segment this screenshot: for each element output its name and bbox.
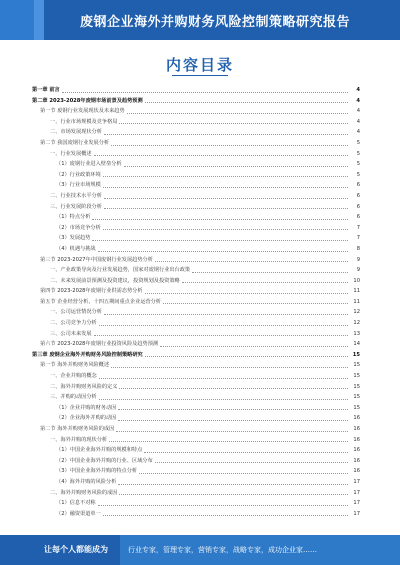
toc-entry[interactable]: [32, 96, 360, 107]
toc-entry-title: （2）融资渠道单一: [56, 510, 101, 517]
toc-dot-leader: [139, 472, 348, 474]
toc-page-number: 16: [353, 426, 360, 432]
toc-entry-title: 一、企业并购的概念: [50, 373, 97, 380]
toc-dot-leader: [116, 430, 348, 432]
toc-dot-leader: [103, 228, 348, 230]
toc-page-number: 15: [353, 383, 360, 390]
toc-entry-title: 第一章 前言: [32, 87, 60, 93]
toc-entry-title: （2）行业政策环境: [56, 171, 101, 178]
toc-entry[interactable]: [32, 170, 360, 181]
toc-entry[interactable]: [32, 85, 360, 96]
toc-entry[interactable]: [32, 382, 360, 393]
toc-entry[interactable]: [32, 445, 360, 456]
toc-entry[interactable]: [32, 255, 360, 266]
toc-entry-title: （2）中国企业海外并购的行业、区域分布: [56, 457, 153, 464]
toc-entry-title: 一、行业发展概述: [50, 150, 92, 157]
toc-entry-title: 第六节 2023-2028年废钢行业投资风险及趋势预测: [40, 341, 159, 348]
toc-entry-title: 一、行业市场规模及竞争格局: [50, 118, 118, 125]
toc-page-number: 12: [353, 309, 360, 316]
toc-entry-title: 二、市场发展现状分析: [50, 129, 102, 136]
footer-slogan-left: 让每个人都能成为: [44, 545, 108, 554]
toc-dot-leader: [99, 398, 348, 400]
toc-entry[interactable]: [32, 159, 360, 170]
toc-entry-title: 一、产业政策导向及行业发展趋势，国家对废钢行业出台政策: [50, 267, 191, 274]
toc-entry[interactable]: [32, 276, 360, 287]
toc-page-number: 4: [356, 97, 360, 104]
report-footer: [0, 535, 400, 565]
toc-entry[interactable]: [32, 202, 360, 213]
footer-slogan-right: 行业专家，管理专家，营销专家，战略专家，成功企业家……: [128, 546, 317, 554]
toc-entry[interactable]: [32, 435, 360, 446]
toc-page-number: 15: [353, 394, 360, 401]
toc-page-number: 16: [353, 468, 360, 475]
toc-entry[interactable]: [32, 318, 360, 329]
report-title: 废钢企业海外并购财务风险控制策略研究报告: [79, 15, 350, 30]
toc-entry-title: （2）企业海外并购的动因: [56, 415, 117, 422]
toc-entry[interactable]: [32, 265, 360, 276]
toc-dot-leader: [62, 91, 348, 93]
toc-entry-title: 三、公司未来发展: [50, 330, 92, 337]
toc-heading-underline: [172, 75, 228, 76]
toc-dot-leader: [182, 281, 348, 283]
toc-dot-leader: [155, 260, 348, 262]
toc-entry[interactable]: [32, 244, 360, 255]
toc-page-number: 13: [353, 330, 360, 337]
toc-entry[interactable]: [32, 233, 360, 244]
toc-entry-title: 第三章 废钢企业海外并购财务风险控制策略研究: [32, 351, 143, 358]
toc-dot-leader: [119, 387, 348, 389]
header-accent-stripe-light: [34, 0, 44, 40]
toc-entry-title: （1）废钢行业进入壁垒分析: [56, 161, 122, 168]
toc-dot-leader: [118, 408, 348, 410]
toc-page-number: 5: [356, 139, 360, 146]
toc-dot-leader: [163, 302, 348, 304]
toc-entry-title: （3）行业市场规模: [56, 182, 101, 189]
toc-dot-leader: [103, 186, 348, 188]
toc-page-number: 9: [356, 256, 360, 263]
toc-entry[interactable]: [32, 456, 360, 467]
toc-page-number: 4: [356, 87, 360, 93]
toc-dot-leader: [124, 165, 348, 167]
toc-dot-leader: [145, 292, 348, 294]
toc-entry-title: 第四节 2023-2028年废钢行业供需态势分析: [40, 288, 143, 295]
toc-page-number: 8: [356, 245, 360, 252]
toc-page-number: 10: [353, 277, 360, 284]
toc-entry-title: 二、行业技术水平分析: [50, 192, 102, 199]
toc-entry[interactable]: [32, 360, 360, 371]
toc-entry[interactable]: [32, 466, 360, 477]
toc-entry[interactable]: [32, 509, 360, 520]
toc-page-number: 17: [353, 478, 360, 485]
toc-page-number: 11: [353, 298, 360, 305]
toc-entry[interactable]: [32, 403, 360, 414]
toc-page-number: 5: [356, 150, 360, 157]
toc-entry-title: （2）市场竞争分析: [56, 224, 101, 231]
toc-page-number: 9: [356, 267, 360, 274]
toc-entry[interactable]: [32, 307, 360, 318]
toc-entry[interactable]: [32, 339, 360, 350]
toc-entry[interactable]: [32, 191, 360, 202]
toc-entry[interactable]: [32, 297, 360, 308]
toc-page-number: 6: [356, 203, 360, 210]
toc-dot-leader: [160, 345, 348, 347]
toc-page-number: 11: [353, 288, 360, 295]
toc-entry-title: 第二章 2023-2028年废钢市场前景及趋势预测: [32, 97, 143, 104]
toc-page-number: 16: [353, 457, 360, 464]
toc-page-number: 14: [353, 341, 360, 348]
toc-page-number: 6: [356, 182, 360, 189]
report-header: [0, 0, 400, 40]
toc-entry[interactable]: [32, 127, 360, 138]
toc-page-number: 15: [353, 373, 360, 380]
toc-entry[interactable]: [32, 138, 360, 149]
toc-dot-leader: [92, 218, 348, 220]
toc-entry[interactable]: [32, 117, 360, 128]
toc-heading: 内容目录: [165, 56, 234, 74]
header-accent-stripe: [0, 0, 34, 40]
toc-entry[interactable]: [32, 498, 360, 509]
toc-entry-title: 第三节 2023-2027年中国废钢行业发展趋势分析: [40, 256, 153, 263]
toc-dot-leader: [111, 366, 348, 368]
toc-dot-leader: [145, 101, 348, 103]
toc-entry[interactable]: [32, 350, 360, 361]
toc-dot-leader: [98, 504, 348, 506]
toc-page-number: 7: [356, 224, 360, 231]
toc-page-number: 16: [353, 447, 360, 454]
toc-entry-title: 二、海外并购财务风险的成因: [50, 489, 118, 496]
toc-dot-leader: [144, 451, 348, 453]
toc-entry-title: 三、行业发展阶段分析: [50, 203, 102, 210]
toc-page-number: 4: [356, 129, 360, 136]
toc-dot-leader: [104, 207, 348, 209]
toc-entry[interactable]: [32, 392, 360, 403]
toc-page-number: 17: [353, 500, 360, 507]
toc-entry[interactable]: [32, 329, 360, 340]
toc-dot-leader: [109, 440, 348, 442]
toc-entry-title: 一、海外并购的现状分析: [50, 436, 108, 443]
toc-dot-leader: [104, 313, 348, 315]
toc-page-number: 4: [356, 118, 360, 125]
toc-page-number: 6: [356, 192, 360, 199]
toc-dot-leader: [92, 239, 348, 241]
toc-entry-title: 第五节 企业经营分析，十四五期间重点企业运营分析: [40, 298, 161, 305]
toc-page-number: 5: [356, 171, 360, 178]
toc-entry-title: （1）信息不对称: [56, 500, 96, 507]
toc-entry-title: （1）特点分析: [56, 214, 91, 221]
toc-entry[interactable]: [32, 488, 360, 499]
toc-entry-title: 第二节 海外并购财务风险的成因: [40, 426, 115, 432]
toc-dot-leader: [104, 197, 348, 199]
toc-dot-leader: [119, 122, 348, 124]
toc-page-number: 15: [353, 362, 360, 369]
toc-page-number: 4: [356, 108, 360, 115]
toc-page-number: 15: [352, 351, 360, 358]
toc-dot-leader: [118, 419, 348, 421]
toc-dot-leader: [99, 377, 348, 379]
toc-entry[interactable]: [32, 286, 360, 297]
toc-page-number: 16: [353, 415, 360, 422]
toc-entry[interactable]: [32, 371, 360, 382]
toc-entry-title: 第一节 废钢行业发展现状及未来趋势: [40, 108, 125, 115]
table-of-contents: [32, 85, 360, 519]
toc-entry-title: 三、并购的动因分析: [50, 394, 97, 401]
toc-entry-title: （1）企业并购的财务动因: [56, 404, 117, 411]
toc-dot-leader: [118, 483, 348, 485]
toc-entry-title: （1）中国企业海外并购的规模和特点: [56, 447, 143, 454]
toc-dot-leader: [145, 355, 348, 357]
toc-page-number: 16: [353, 436, 360, 443]
toc-entry-title: （4）机遇与挑战: [56, 245, 96, 252]
toc-entry-title: （3）发展趋势: [56, 235, 91, 242]
toc-page-number: 12: [353, 320, 360, 327]
toc-dot-leader: [104, 133, 348, 135]
toc-page-number: 5: [356, 161, 360, 168]
toc-dot-leader: [98, 250, 348, 252]
toc-entry[interactable]: [32, 424, 360, 435]
toc-dot-leader: [94, 154, 348, 156]
toc-entry-title: 二、未来发展前景预测及投资建议，投资规划及投资策略: [50, 277, 180, 284]
toc-entry[interactable]: [32, 212, 360, 223]
toc-entry-title: 二、公司竞争力分析: [50, 320, 97, 327]
toc-dot-leader: [103, 175, 348, 177]
toc-entry-title: 第一节 海外并购财务风险概述: [40, 362, 110, 369]
toc-dot-leader: [94, 334, 348, 336]
toc-dot-leader: [103, 514, 348, 516]
toc-dot-leader: [155, 461, 348, 463]
toc-entry[interactable]: [32, 477, 360, 488]
toc-entry[interactable]: [32, 149, 360, 160]
toc-entry[interactable]: [32, 180, 360, 191]
toc-entry[interactable]: [32, 106, 360, 117]
toc-dot-leader: [119, 493, 348, 495]
toc-entry[interactable]: [32, 223, 360, 234]
toc-dot-leader: [99, 324, 348, 326]
toc-entry-title: （3）中国企业海外并购的特点分析: [56, 468, 138, 475]
toc-page-number: 15: [353, 404, 360, 411]
toc-dot-leader: [192, 271, 348, 273]
toc-page-number: 17: [353, 489, 360, 496]
toc-entry-title: （4）海外并购的风险分析: [56, 478, 117, 485]
toc-page-number: 6: [356, 214, 360, 221]
toc-page-number: 17: [353, 510, 360, 517]
toc-page-number: 7: [356, 235, 360, 242]
toc-entry-title: 第二节 我国废钢行业发展分析: [40, 139, 110, 146]
toc-dot-leader: [111, 144, 348, 146]
toc-entry[interactable]: [32, 413, 360, 424]
toc-dot-leader: [127, 112, 348, 114]
toc-entry-title: 二、海外并购财务风险的定义: [50, 383, 118, 390]
toc-entry-title: 一、公司运营情况分析: [50, 309, 102, 316]
